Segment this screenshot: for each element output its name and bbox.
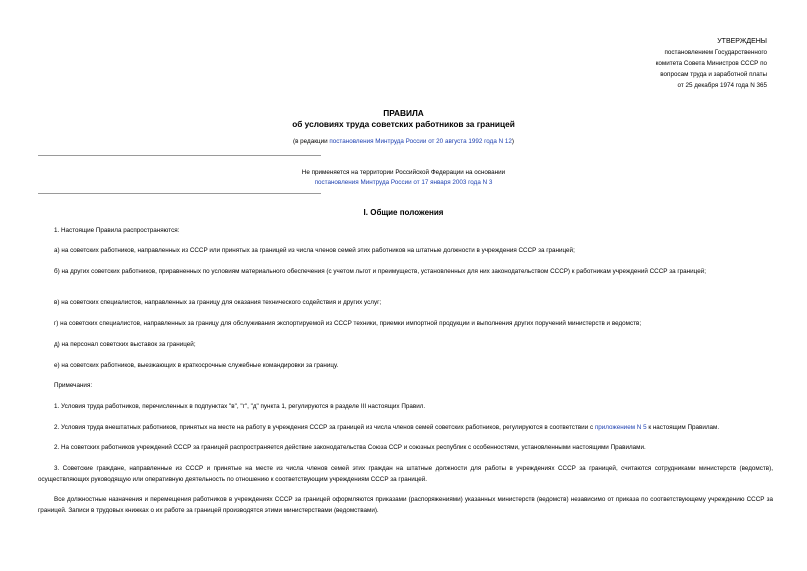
- note-text: 2. Условия труда внештатных работников, принятых на месте на работу в учреждения СССР за границей из числа членов семей советских работников, регулируются в соответствии с: [54, 424, 595, 431]
- note-tail: к настоящим Правилам.: [646, 424, 720, 431]
- paragraph: б) на других советских работников, приравненных по условиям материального обеспечения (с учетом льгот и преимуществ, установленных для них законодательством СССР) к работникам учреждений СССР за границей;: [54, 268, 706, 275]
- approval-line: постановлением Государственного: [664, 49, 767, 56]
- revision-prefix: (в редакции: [292, 138, 330, 145]
- approval-line: комитета Совета Министров СССР по: [655, 60, 767, 67]
- paragraph: [38, 423, 773, 434]
- document-title: ПРАВИЛА: [383, 108, 424, 118]
- paragraph: 1. Условия труда работников, перечисленных в подпунктах "в", "г", "д" пункта 1, регулируются в разделе III настоящих Правил.: [54, 403, 426, 410]
- approval-line: вопросам труда и заработной платы: [660, 71, 767, 78]
- paragraph: е) на советских работников, выезжающих в краткосрочные служебные командировки за границу.: [54, 362, 339, 369]
- revision-suffix: ): [511, 138, 514, 145]
- revision-link[interactable]: постановления Минтруда России от 20 августа 1992 года N 12: [329, 138, 512, 145]
- divider: [38, 155, 321, 156]
- paragraph: в) на советских специалистов, направленных за границу для оказания технического содействия и других услуг;: [54, 299, 382, 306]
- paragraph: 3. Советские граждане, направленные из СССР и принятые на месте из числа членов семей этих граждан на штатные должности для работы в учреждениях СССР за границей, считаются сотрудниками министерств (ведомств), осуществляющих руководящую или оперативную деятельность по отношению к соответствующим учреждениям СССР за границей.: [38, 465, 773, 483]
- revision-note: [0, 138, 807, 146]
- notes-title: Примечания:: [54, 382, 93, 389]
- paragraph: 1. Настоящие Правила распространяются:: [54, 227, 180, 234]
- approval-title: УТВЕРЖДЕНЫ: [717, 38, 767, 45]
- divider: [38, 193, 321, 194]
- not-applied-text: Не применяется на территории Российской Федерации на основании: [301, 169, 506, 176]
- not-applied-link[interactable]: постановления Минтруда России от 17 января 2003 года N 3: [314, 179, 493, 186]
- paragraph: а) на советских работников, направленных из СССР или принятых за границей из числа членов семей этих работников на штатные должности в учреждения СССР за границей;: [54, 247, 575, 254]
- approval-line: от 25 декабря 1974 года N 365: [677, 82, 767, 89]
- paragraph: 2. На советских работников учреждений СССР за границей распространяется действие законодательства Союза ССР и союзных республик с особенностями, установленными настоящими Правилами.: [54, 444, 646, 451]
- section-title: I. Общие положения: [363, 208, 444, 217]
- approval-block: [547, 36, 767, 91]
- paragraph: Все должностные назначения и перемещения работников в учреждениях СССР за границей оформляются приказами (распоряжениями) указанных министерств (ведомств) независимо от приказа по соответствующему учреждению СССР за границей. Записи в трудовых книжках о их работе за границей производятся этими министерствами (ведомствами).: [38, 496, 773, 514]
- appendix-link[interactable]: приложением N 5: [594, 424, 647, 431]
- document-subtitle: об условиях труда советских работников за границей: [292, 119, 515, 129]
- paragraph: д) на персонал советских выставок за границей;: [54, 341, 196, 348]
- paragraph: г) на советских специалистов, направленных за границу для обслуживания экспортируемой из СССР техники, приемки импортной продукции и выполнения других поручений министерств и ведомств;: [54, 320, 642, 327]
